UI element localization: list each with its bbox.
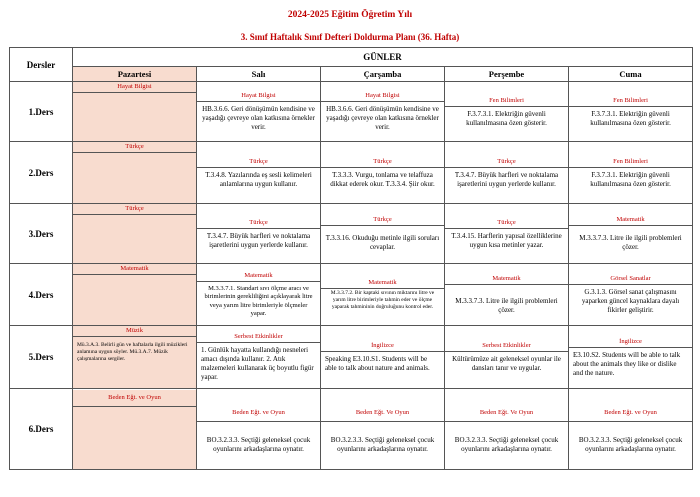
subject-label: Beden Eğt. ve Oyun (197, 405, 320, 422)
lesson-cell (197, 142, 321, 204)
subject-label: Fen Bilimleri (569, 157, 692, 168)
lesson-cell (73, 204, 197, 264)
objective-text: BO.3.2.3.3. Seçtiği geleneksel çocuk oyunlarını arkadaşlarına oynatır. (454, 435, 559, 453)
subject-label: Türkçe (197, 218, 320, 229)
document-subtitle: 3. Sınıf Haftalık Sınıf Defteri Doldurma Planı (36. Hafta) (240, 32, 460, 42)
lesson-label: 6.Ders (10, 389, 73, 470)
objective-text: F.3.7.3.1. Elektriğin güvenli kullanılmasına özen gösterir. (590, 170, 671, 188)
lesson-cell (445, 264, 569, 326)
objective-text: Kültürümüze ait geleneksel oyunlar ile dansları tanır ve uygular. (452, 355, 561, 372)
subject-label: Beden Eğt. ve Oyun (569, 405, 692, 422)
day-header-persembe: Perşembe (445, 67, 569, 82)
lesson-cell (321, 142, 445, 204)
objective-text: M.3.3.7.1. Standart sıvı ölçme aracı ve birimlerinin gerekliliğini açıklayarak litre veya yarım litre birimleriyle ölçmeler yapar. (204, 284, 313, 317)
subject-label: Türkçe (73, 142, 196, 153)
lesson-cell (197, 204, 321, 264)
table-row (10, 264, 693, 326)
lesson-cell (73, 82, 197, 142)
lesson-label: 5.Ders (10, 326, 73, 389)
lesson-cell (73, 326, 197, 389)
lesson-cell (569, 82, 693, 142)
subject-label: Matematik (73, 264, 196, 275)
lesson-cell (569, 389, 693, 470)
day-header-carsamba: Çarşamba (321, 67, 445, 82)
objective-text: M.3.3.7.3. Litre ile ilgili problemleri çözer. (455, 297, 558, 314)
objective-text (73, 275, 196, 325)
subject-label: İngilizce (569, 337, 692, 348)
objective-text: E3.10.S2. Students will be able to talk about the animals they like or dislike and the nature. (573, 350, 681, 377)
table-row (10, 389, 693, 470)
subject-label: Beden Eğt. ve Oyun (73, 390, 196, 407)
objective-text: M.3.3.7.3. Litre ile ilgili problemleri çözer. (579, 234, 682, 251)
objective-text: HB.3.6.6. Geri dönüşümün kendisine ve yaşadığı çevreye olan katkısına örnekler verir. (202, 105, 315, 131)
subject-label: Matematik (569, 215, 692, 226)
objective-text: T.3.4.7. Büyük harfleri ve noktalama işaretlerini uygun yerlerde kullanır. (206, 231, 311, 249)
subject-label: Matematik (321, 278, 444, 289)
subject-label: Beden Eğt. Ve Oyun (445, 405, 568, 422)
objective-text: BO.3.2.3.3. Seçtiği geleneksel çocuk oyunlarını arkadaşlarına oynatır. (330, 435, 435, 453)
subject-label: Serbest Etkinlikler (197, 332, 320, 343)
objective-text: T.3.3.3. Vurgu, tonlama ve telaffuza dikkat ederek okur. T.3.3.4. Şiir okur. (330, 170, 435, 188)
subject-label: Türkçe (445, 218, 568, 229)
table-row (10, 142, 693, 204)
lesson-label: 3.Ders (10, 204, 73, 264)
subject-label: Hayat Bilgisi (197, 91, 320, 102)
objective-text (73, 407, 196, 469)
lesson-cell (445, 389, 569, 470)
lesson-cell (569, 204, 693, 264)
objective-text: M.3.3.7.2. Bir kaptaki sıvının miktarını litre ve yarım litre birimleriyle tahmin eder ve ölçme yaparak tahmininin doğruluğunu kontrol eder. (330, 290, 435, 310)
objective-text (73, 153, 196, 203)
subject-label: Beden Eğt. Ve Oyun (321, 405, 444, 422)
lesson-label: 1.Ders (10, 82, 73, 142)
objective-text: T.3.4.8. Yazılarında eş sesli kelimeleri anlamlarına uygun kullanır. (205, 170, 312, 188)
subject-label: Türkçe (321, 157, 444, 168)
objective-text: HB.3.6.6. Geri dönüşümün kendisine ve yaşadığı çevreye olan katkısına örnekler verir. (326, 105, 439, 131)
subject-label: Hayat Bilgisi (321, 91, 444, 102)
table-row (10, 204, 693, 264)
objective-text: G.3.1.3. Görsel sanat çalışmasını yaparken güncel kaynaklara dayalı fikirler geliştirir. (581, 288, 680, 314)
lesson-cell (197, 82, 321, 142)
lesson-cell (321, 82, 445, 142)
weekly-plan-table (9, 47, 693, 470)
lesson-cell (73, 389, 197, 470)
document-title: 2024-2025 Eğitim Öğretim Yılı (287, 10, 413, 20)
subject-label: Görsel Sanatlar (569, 274, 692, 285)
objective-text: F.3.7.3.1. Elektriğin güvenli kullanılmasına özen gösterir. (466, 109, 547, 127)
lesson-cell (197, 389, 321, 470)
objective-text: Speaking E3.10.S1. Students will be able to talk about nature and animals. (325, 355, 430, 372)
lesson-cell (73, 142, 197, 204)
subject-label: Matematik (445, 274, 568, 285)
objective-text (73, 215, 196, 263)
table-row (10, 326, 693, 389)
lesson-cell (445, 326, 569, 389)
subject-label: Serbest Etkinlikler (445, 341, 568, 352)
objective-text: F.3.7.3.1. Elektriğin güvenli kullanılmasına özen gösterir. (590, 109, 671, 127)
objective-text: T.3.4.15. Harflerin yapısal özelliklerine uygun kısa metinler yazar. (451, 231, 562, 249)
lesson-cell (569, 142, 693, 204)
lesson-cell (321, 326, 445, 389)
subject-label: Türkçe (197, 157, 320, 168)
lesson-cell (321, 204, 445, 264)
lesson-cell (569, 264, 693, 326)
subject-label: Hayat Bilgisi (73, 82, 196, 93)
subject-label: İngilizce (321, 341, 444, 352)
lesson-label: 4.Ders (10, 264, 73, 326)
lesson-cell (321, 389, 445, 470)
lesson-label: 2.Ders (10, 142, 73, 204)
gunler-header: GÜNLER (73, 48, 693, 67)
dersler-header: Dersler (10, 48, 73, 82)
subject-label: Fen Bilimleri (445, 96, 568, 107)
subject-label: Müzik (73, 326, 196, 337)
subject-label: Matematik (197, 271, 320, 282)
lesson-cell (445, 142, 569, 204)
day-header-pazartesi: Pazartesi (73, 67, 197, 82)
lesson-cell (445, 82, 569, 142)
lesson-cell (197, 326, 321, 389)
objective-text: Mü.3.A.3. Belirli gün ve haftalarla ilgili müzikleri anlamına uygun söyler. Mü.3.A.7. Müzik çalışmalarına sergiler. (73, 337, 196, 388)
lesson-cell (321, 264, 445, 326)
subject-label: Türkçe (73, 204, 196, 215)
lesson-cell (445, 204, 569, 264)
objective-text: T.3.3.16. Okuduğu metinle ilgili soruları cevaplar. (325, 234, 440, 251)
subject-label: Türkçe (445, 157, 568, 168)
day-header-sali: Salı (197, 67, 321, 82)
day-header-cuma: Cuma (569, 67, 693, 82)
table-row (10, 82, 693, 142)
objective-text: T.3.4.7. Büyük harfleri ve noktalama işaretlerini uygun yerlerde kullanır. (454, 170, 559, 188)
subject-label: Türkçe (321, 215, 444, 226)
objective-text: BO.3.2.3.3. Seçtiği geleneksel çocuk oyunlarını arkadaşlarına oynatır. (578, 435, 683, 453)
lesson-cell (569, 326, 693, 389)
objective-text: 1. Günlük hayatta kullandığı nesneleri amacı dışında kullanır. 2. Atık malzemeleri kullanarak üç boyutlu figür yapar. (201, 346, 314, 381)
lesson-cell (73, 264, 197, 326)
objective-text: BO.3.2.3.3. Seçtiği geleneksel çocuk oyunlarını arkadaşlarına oynatır. (206, 435, 311, 453)
lesson-cell (197, 264, 321, 326)
subject-label: Fen Bilimleri (569, 96, 692, 107)
objective-text (73, 93, 196, 141)
